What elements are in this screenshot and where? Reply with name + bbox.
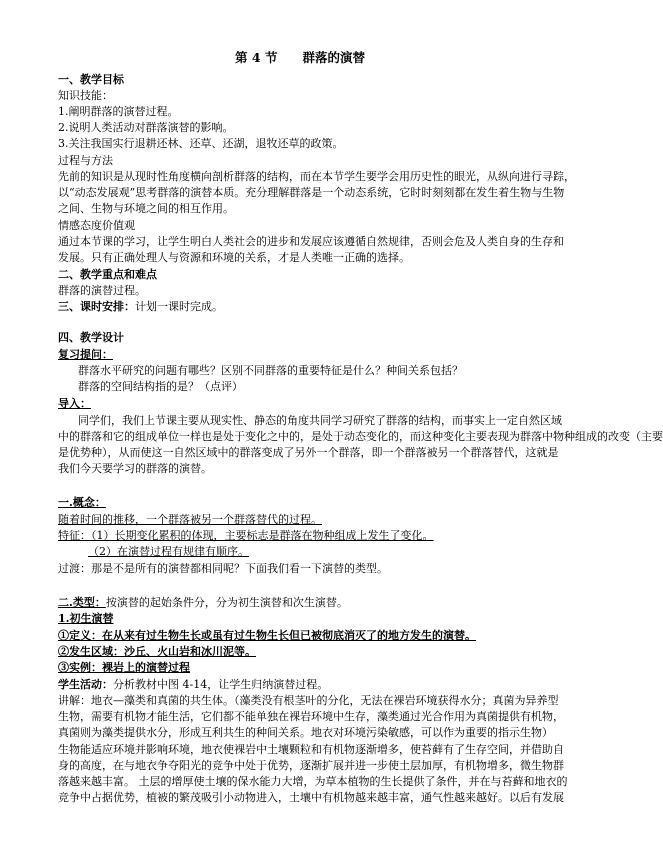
- primary-region: ②发生区域：沙丘、火山岩和冰川泥等。: [58, 645, 256, 658]
- page-title: 第 4 节 群落的演替: [235, 50, 365, 65]
- section-3-heading: 三、课时安排：: [58, 300, 135, 313]
- review-line: 群落的空间结构指的是？（点评）: [78, 380, 243, 393]
- knowledge-label: 知识技能：: [58, 89, 113, 102]
- intro-line: 是优势种），从而使这一自然区域中的群落变成了另外一个群落，即一个群落被另一个群落替代，这就是: [58, 446, 559, 459]
- section-1-heading: 一、教学目标: [58, 73, 124, 86]
- attitude-line: 发展。只有正确处理人与资源和环境的关系，才是人类唯一正确的选择。: [58, 251, 410, 264]
- types-line: [58, 595, 558, 611]
- intro-line: 我们今天要学习的群落的演替。: [58, 462, 212, 475]
- student-activity-line: [58, 677, 558, 693]
- explain-line: 生物，需要有机物才能生活，它们都不能单独在裸岩环境中生存，藻类通过光合作用为真菌提供有机物，: [58, 710, 564, 723]
- explain-line: 身的高度，在与地衣争夺阳光的竞争中处于优势，逐渐扩展并进一步使土层加厚，有机物增多，微生物群: [58, 759, 564, 772]
- process-line: 之间、生物与环境之间的相互作用。: [58, 202, 234, 215]
- knowledge-item: 2.说明人类活动对群落演替的影响。: [58, 121, 234, 134]
- concept-heading: 一.概念：: [58, 496, 106, 509]
- primary-example: ③实例：裸岩上的演替过程: [58, 661, 190, 674]
- explain-line: 落越来越丰富。 土层的增厚使土壤的保水能力大增，为草本植物的生长提供了条件，并在与苔藓和地衣的: [58, 775, 568, 788]
- process-line: 以“动态发展观”思考群落的演替本质。充分理解群落是一个动态系统，它时时刻刻都在发生着生物与生物: [58, 186, 565, 199]
- review-label: 复习提问：: [58, 348, 113, 361]
- knowledge-item: 1.阐明群落的演替过程。: [58, 105, 179, 118]
- explain-line: 真菌则为藻类提供水分，形成互利共生的种间关系。地衣对环境污染敏感，可以作为重要的指示生物）: [58, 726, 553, 739]
- attitude-line: 通过本节课的学习，让学生明白人类社会的进步和发展应该遵循自然规律，否则会危及人类自身的生存和: [58, 235, 564, 248]
- attitude-label: 情感态度价值观: [58, 219, 135, 232]
- knowledge-item: 3.关注我国实行退耕还林、还草、还湖，退牧还草的政策。: [58, 137, 344, 150]
- types-heading: 二.类型：: [58, 596, 106, 609]
- intro-label: 导入：: [58, 397, 91, 410]
- intro-line: 中的群落和它的组成单位一样也是处于变化之中的，是处于动态变化的，而这种变化主要表现为群落中物种组成的改变（主要: [58, 430, 663, 443]
- concept-feature-2: （2）在演替过程有规律有顺序。: [88, 545, 249, 558]
- student-activity-label: 学生活动：: [58, 678, 113, 691]
- section-2-content: 群落的演替过程。: [58, 284, 146, 297]
- explain-line: 生物能适应环境并影响环境，地衣使裸岩中土壤颗粒和有机物逐渐增多，使苔藓有了生存空间，并借助自: [58, 743, 564, 756]
- concept-feature-1: 特征：（1）长期变化累积的体现，主要标志是群落在物种组成上发生了变化。: [58, 529, 434, 542]
- explain-line: 竞争中占据优势，植被的繁茂吸引小动物进入，土壤中有机物越来越丰富，通气性越来越好。以后有发展: [58, 791, 564, 804]
- concept-transition: 过渡：那是不是所有的演替都相同呢？下面我们看一下演替的类型。: [58, 562, 388, 575]
- student-activity-text: 分析教材中图 4-14，让学生归纳演替过程。: [113, 678, 329, 691]
- explain-line: 讲解：地衣—藻类和真菌的共生体。（藻类没有根茎叶的分化，无法在裸岩环境获得水分；真菌为异养型: [58, 694, 559, 707]
- primary-succession-heading: 1.初生演替: [58, 612, 114, 625]
- section-3-line: [58, 299, 558, 315]
- review-line: 群落水平研究的问题有哪些？区别不同群落的重要特征是什么？种间关系包括？: [78, 364, 463, 377]
- process-label: 过程与方法: [58, 154, 113, 167]
- types-heading-rest: 按演替的起始条件分，分为初生演替和次生演替。: [105, 596, 348, 609]
- concept-definition: 随着时间的推移，一个群落被另一个群落替代的过程。: [58, 513, 322, 526]
- section-4-heading: 四、教学设计: [58, 331, 124, 344]
- intro-line: 同学们，我们上节课主要从现实性、静态的角度共同学习研究了群落的结构，而事实上一定自然区域: [78, 414, 562, 427]
- section-3-content: 计划一课时完成。: [135, 300, 223, 313]
- process-line: 先前的知识是从现时性角度横向剖析群落的结构，而在本节学生要学会用历史性的眼光，从纵向进行寻踪，: [58, 170, 575, 183]
- section-2-heading: 二、教学重点和难点: [58, 268, 157, 281]
- primary-definition: ①定义：在从来有过生物生长或虽有过生物生长但已被彻底消灭了的地方发生的演替。: [58, 629, 476, 642]
